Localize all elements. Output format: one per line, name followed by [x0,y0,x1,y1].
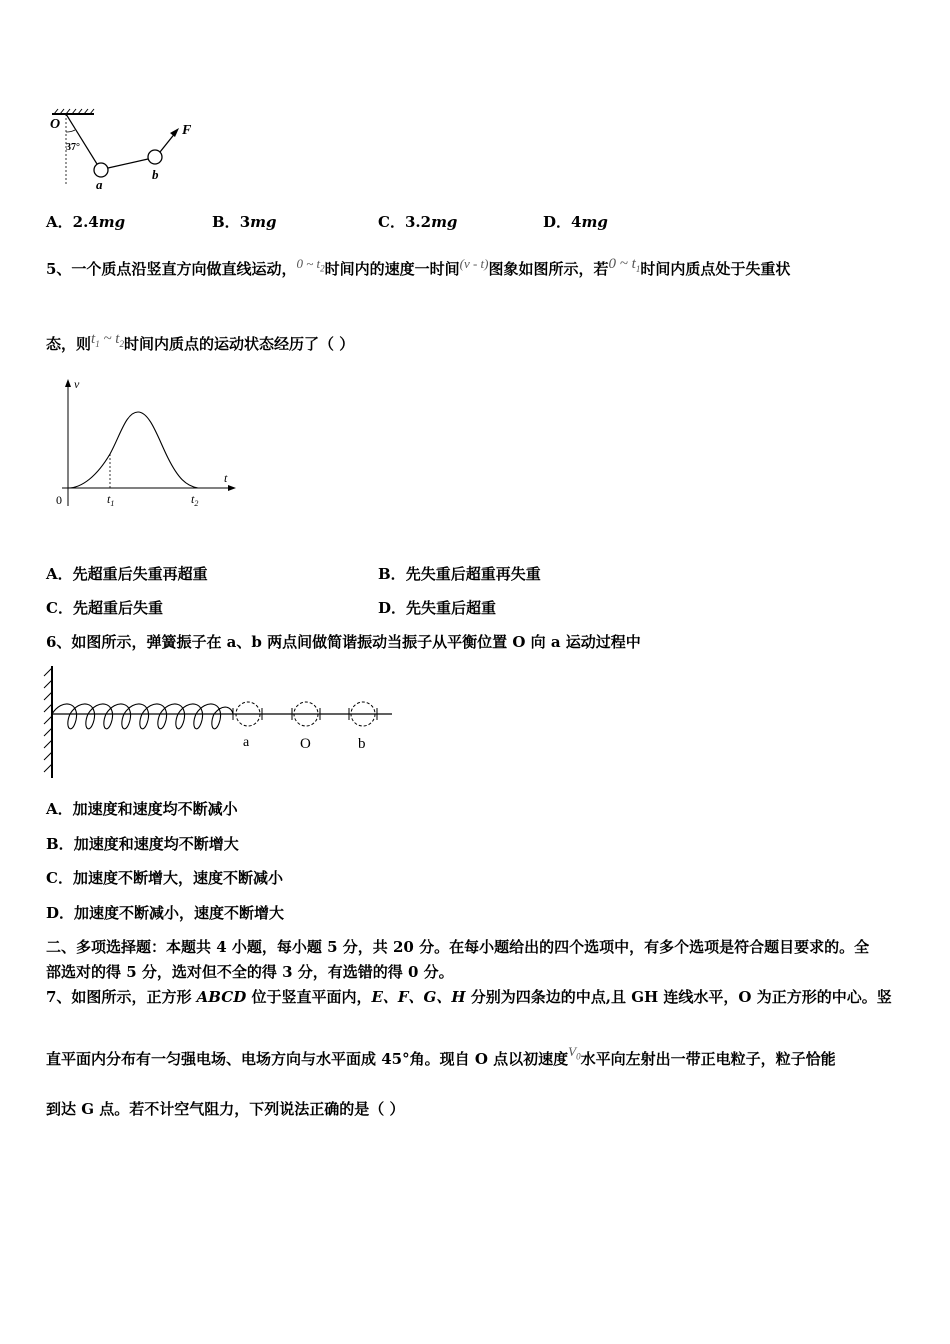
axis-t-label: t [224,471,228,485]
t2-label: $t_2$ [191,492,199,508]
q6-option-c[interactable]: C．加速度不断增大，速度不断减小 [46,869,283,887]
q7-stem-line1: 7、如图所示，正方形 ABCD 位于竖直平面内，E、F、G、H 分别为四条边的中点,且 GH 连线水平，O 为正方形的中心。竖 [46,988,892,1006]
section2-heading-line2: 部选对的得 5 分，选对但不全的得 3 分，有选错的得 0 分。 [46,963,454,981]
axis-v-label: v [74,377,80,391]
velocity-curve [68,412,198,488]
q5-option-a[interactable]: A．先超重后失重再超重 [46,565,208,583]
q6-option-d[interactable]: D．加速度不断减小，速度不断增大 [46,904,285,922]
section2-heading-line1: 二、多项选择题：本题共 4 小题，每小题 5 分，共 20 分。在每小题给出的四个选项中，有多个选项是符合题目要求的。全 [46,938,870,956]
q6-option-a[interactable]: A．加速度和速度均不断减小 [46,800,238,818]
q5-stem-line2: 态，则$t_1$ ~ $t_2$时间内质点的运动状态经历了（ ） [46,331,355,353]
q6-spring-figure [40,662,400,782]
q6-stem: 6、如图所示，弹簧振子在 a、b 两点间做简谐振动当振子从平衡位置 O 向 a 运动过程中 [46,633,641,651]
q5-option-b[interactable]: B．先失重后超重再失重 [378,565,541,583]
q6-option-b[interactable]: B．加速度和速度均不断增大 [46,835,239,853]
label-angle: 37° [66,142,80,153]
ball-a [94,163,108,177]
q7-stem-line2: 直平面内分布有一匀强电场、电场方向与水平面成 45°角。现自 O 点以初速度$V_0$水平向左射出一带正电粒子，粒子恰能 [46,1044,836,1068]
q4-option-c[interactable]: C．3.2mg [378,213,458,231]
q7-stem-line3: 到达 G 点。若不计空气阻力，下列说法正确的是（ ） [46,1100,405,1118]
q5-vt-graph [52,376,242,516]
q4-option-a[interactable]: A．2.4mg [46,213,126,231]
label-O: O [50,117,61,132]
ball-b [148,150,162,164]
origin-label: 0 [56,493,62,507]
label-O: O [300,736,311,752]
label-a: a [96,177,103,192]
q4-figure [44,108,214,196]
spring-coil [52,704,233,729]
q4-option-d[interactable]: D．4mg [543,213,608,231]
label-b: b [152,167,159,182]
q5-option-c[interactable]: C．先超重后失重 [46,599,163,617]
label-a: a [243,735,250,750]
q5-option-d[interactable]: D．先失重后超重 [378,599,497,617]
q4-option-b[interactable]: B．3mg [212,213,277,231]
q5-stem-line1: 5、一个质点沿竖直方向做直线运动，0 ~ $t_2$时间内的速度一时间(v - t)图象如图所示，若0 ~ $t_1$时间内质点处于失重状 [46,256,791,278]
label-F: F [182,123,192,138]
t1-label: $t_1$ [107,492,115,508]
label-b: b [358,736,366,752]
